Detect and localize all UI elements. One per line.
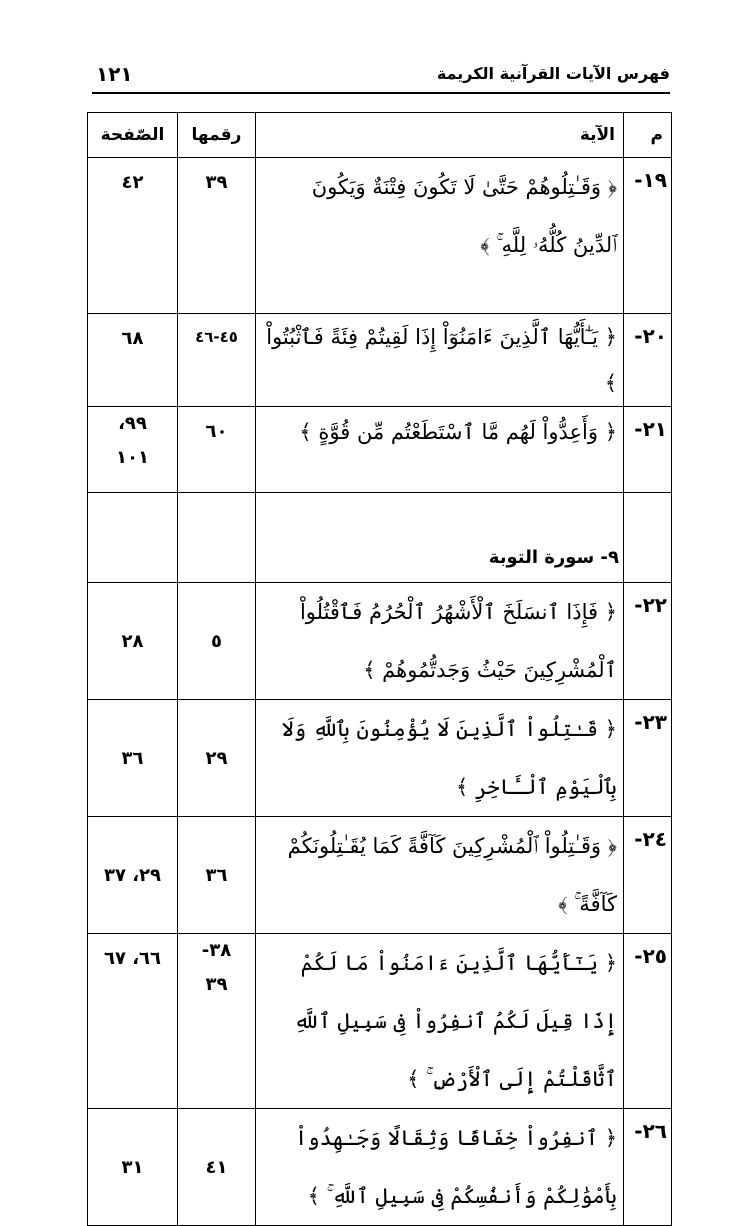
table-row [88,158,672,314]
table-row [88,700,672,817]
verse-number: ٥ [178,583,256,700]
table-row [88,1109,672,1226]
verse-number: ٢٩ [178,700,256,817]
table-row [88,407,672,493]
page-ref-line: ٩٩، [118,413,147,434]
col-header-verse-number: رقمها [178,113,256,158]
page-ref-line: ١٠١ [116,447,149,468]
row-number: ٢٥- [624,934,672,1109]
table-row [88,314,672,407]
page-ref: ٣٦ [88,700,178,817]
row-number: ٢٠- [624,314,672,407]
page-header [92,58,670,94]
verse-text: ﴿ فَإِذَا ٱنسَلَخَ ٱلْأَشْهُرُ ٱلْحُرُمُ فَٱقْتُلُواْ ٱلْمُشْرِكِينَ حَيْثُ وَجَدتُّمُوهُمْ ﴾ [256,583,624,700]
page-title: فهرس الآيات القرآنية الكريمة [436,64,670,83]
verse-text: ﴿ وَقَـٰتِلُواْ ٱلْمُشْرِكِينَ كَآفَّةً كَمَا يُقَـٰتِلُونَكُمْ كَآفَّةً ۚ ﴾ [256,817,624,934]
row-number [624,493,672,583]
empty-cell [88,493,178,583]
verse-text: ﴿ يَـٰٓأَيُّهَا ٱلَّذِينَ ءَامَنُواْ مَا لَكُمْ إِذَا قِيلَ لَكُمُ ٱنفِرُواْ فِى سَبِيلِ ٱللَّهِ ٱثَّاقَلْتُمْ إِلَى ٱلْأَرْضِ ۚ ﴾ [256,934,624,1109]
row-number: ٢٢- [624,583,672,700]
col-header-page: الصّفحة [88,113,178,158]
verse-number: ٤١ [178,1109,256,1226]
verse-text: ﴿ يَـٰٓأَيُّهَا ٱلَّذِينَ ءَامَنُوٓاْ إِذَا لَقِيتُمْ فِئَةً فَٱثْبُتُواْ ﴾ [256,314,624,407]
col-header-no: م [624,113,672,158]
row-number: ٢١- [624,407,672,493]
row-number: ٢٣- [624,700,672,817]
verse-text: ﴿ قَـٰتِلُواْ ٱلَّذِينَ لَا يُؤْمِنُونَ بِٱللَّهِ وَلَا بِٱلْيَوْمِ ٱلْـَٔاخِرِ ﴾ [256,700,624,817]
page-ref: ٦٨ [88,314,178,407]
table-header-row [88,113,672,158]
empty-cell [178,493,256,583]
verse-text: ﴿ ٱنفِرُواْ خِفَافًا وَثِقَالًا وَجَـٰهِدُواْ بِأَمْوَٰلِكُمْ وَأَنفُسِكُمْ فِى سَبِيلِ ٱللَّهِ ۚ ﴾ [256,1109,624,1226]
page-number: ١٢١ [96,62,133,86]
verse-text: ﴿ وَأَعِدُّواْ لَهُم مَّا ٱسْتَطَعْتُم مِّن قُوَّةٍ ﴾ [256,407,624,493]
page-ref: ٦٦، ٦٧ [88,934,178,1109]
row-number: ١٩- [624,158,672,314]
verse-number: ٣٦ [178,817,256,934]
page-ref: ٢٩، ٣٧ [88,817,178,934]
table-row [88,934,672,1109]
verse-text: ﴿ وَقَـٰتِلُوهُمْ حَتَّىٰ لَا تَكُونَ فِتْنَةٌ وَيَكُونَ ٱلدِّينُ كُلُّهُۥ لِلَّهِ ۚ ﴾ [256,158,624,314]
surah-heading: ٩- سورة التوبة [488,547,619,568]
table-row [88,817,672,934]
verse-number: ٦٠ [178,407,256,493]
page-ref: ٣١ [88,1109,178,1226]
verse-index-table [87,112,672,1226]
row-number: ٢٤- [624,817,672,934]
page-ref [88,407,178,493]
page-ref: ٤٢ [88,158,178,314]
surah-heading-cell [256,493,624,583]
verse-number [178,934,256,1109]
row-number: ٢٦- [624,1109,672,1226]
verse-number-line: ٣٩ [205,974,228,995]
verse-number: ٣٩ [178,158,256,314]
table-row [88,583,672,700]
verse-number: ٤٥-٤٦ [178,314,256,407]
surah-heading-row [88,493,672,583]
page-ref: ٢٨ [88,583,178,700]
col-header-verse: الآية [256,113,624,158]
verse-number-line: ٣٨- [201,940,232,961]
